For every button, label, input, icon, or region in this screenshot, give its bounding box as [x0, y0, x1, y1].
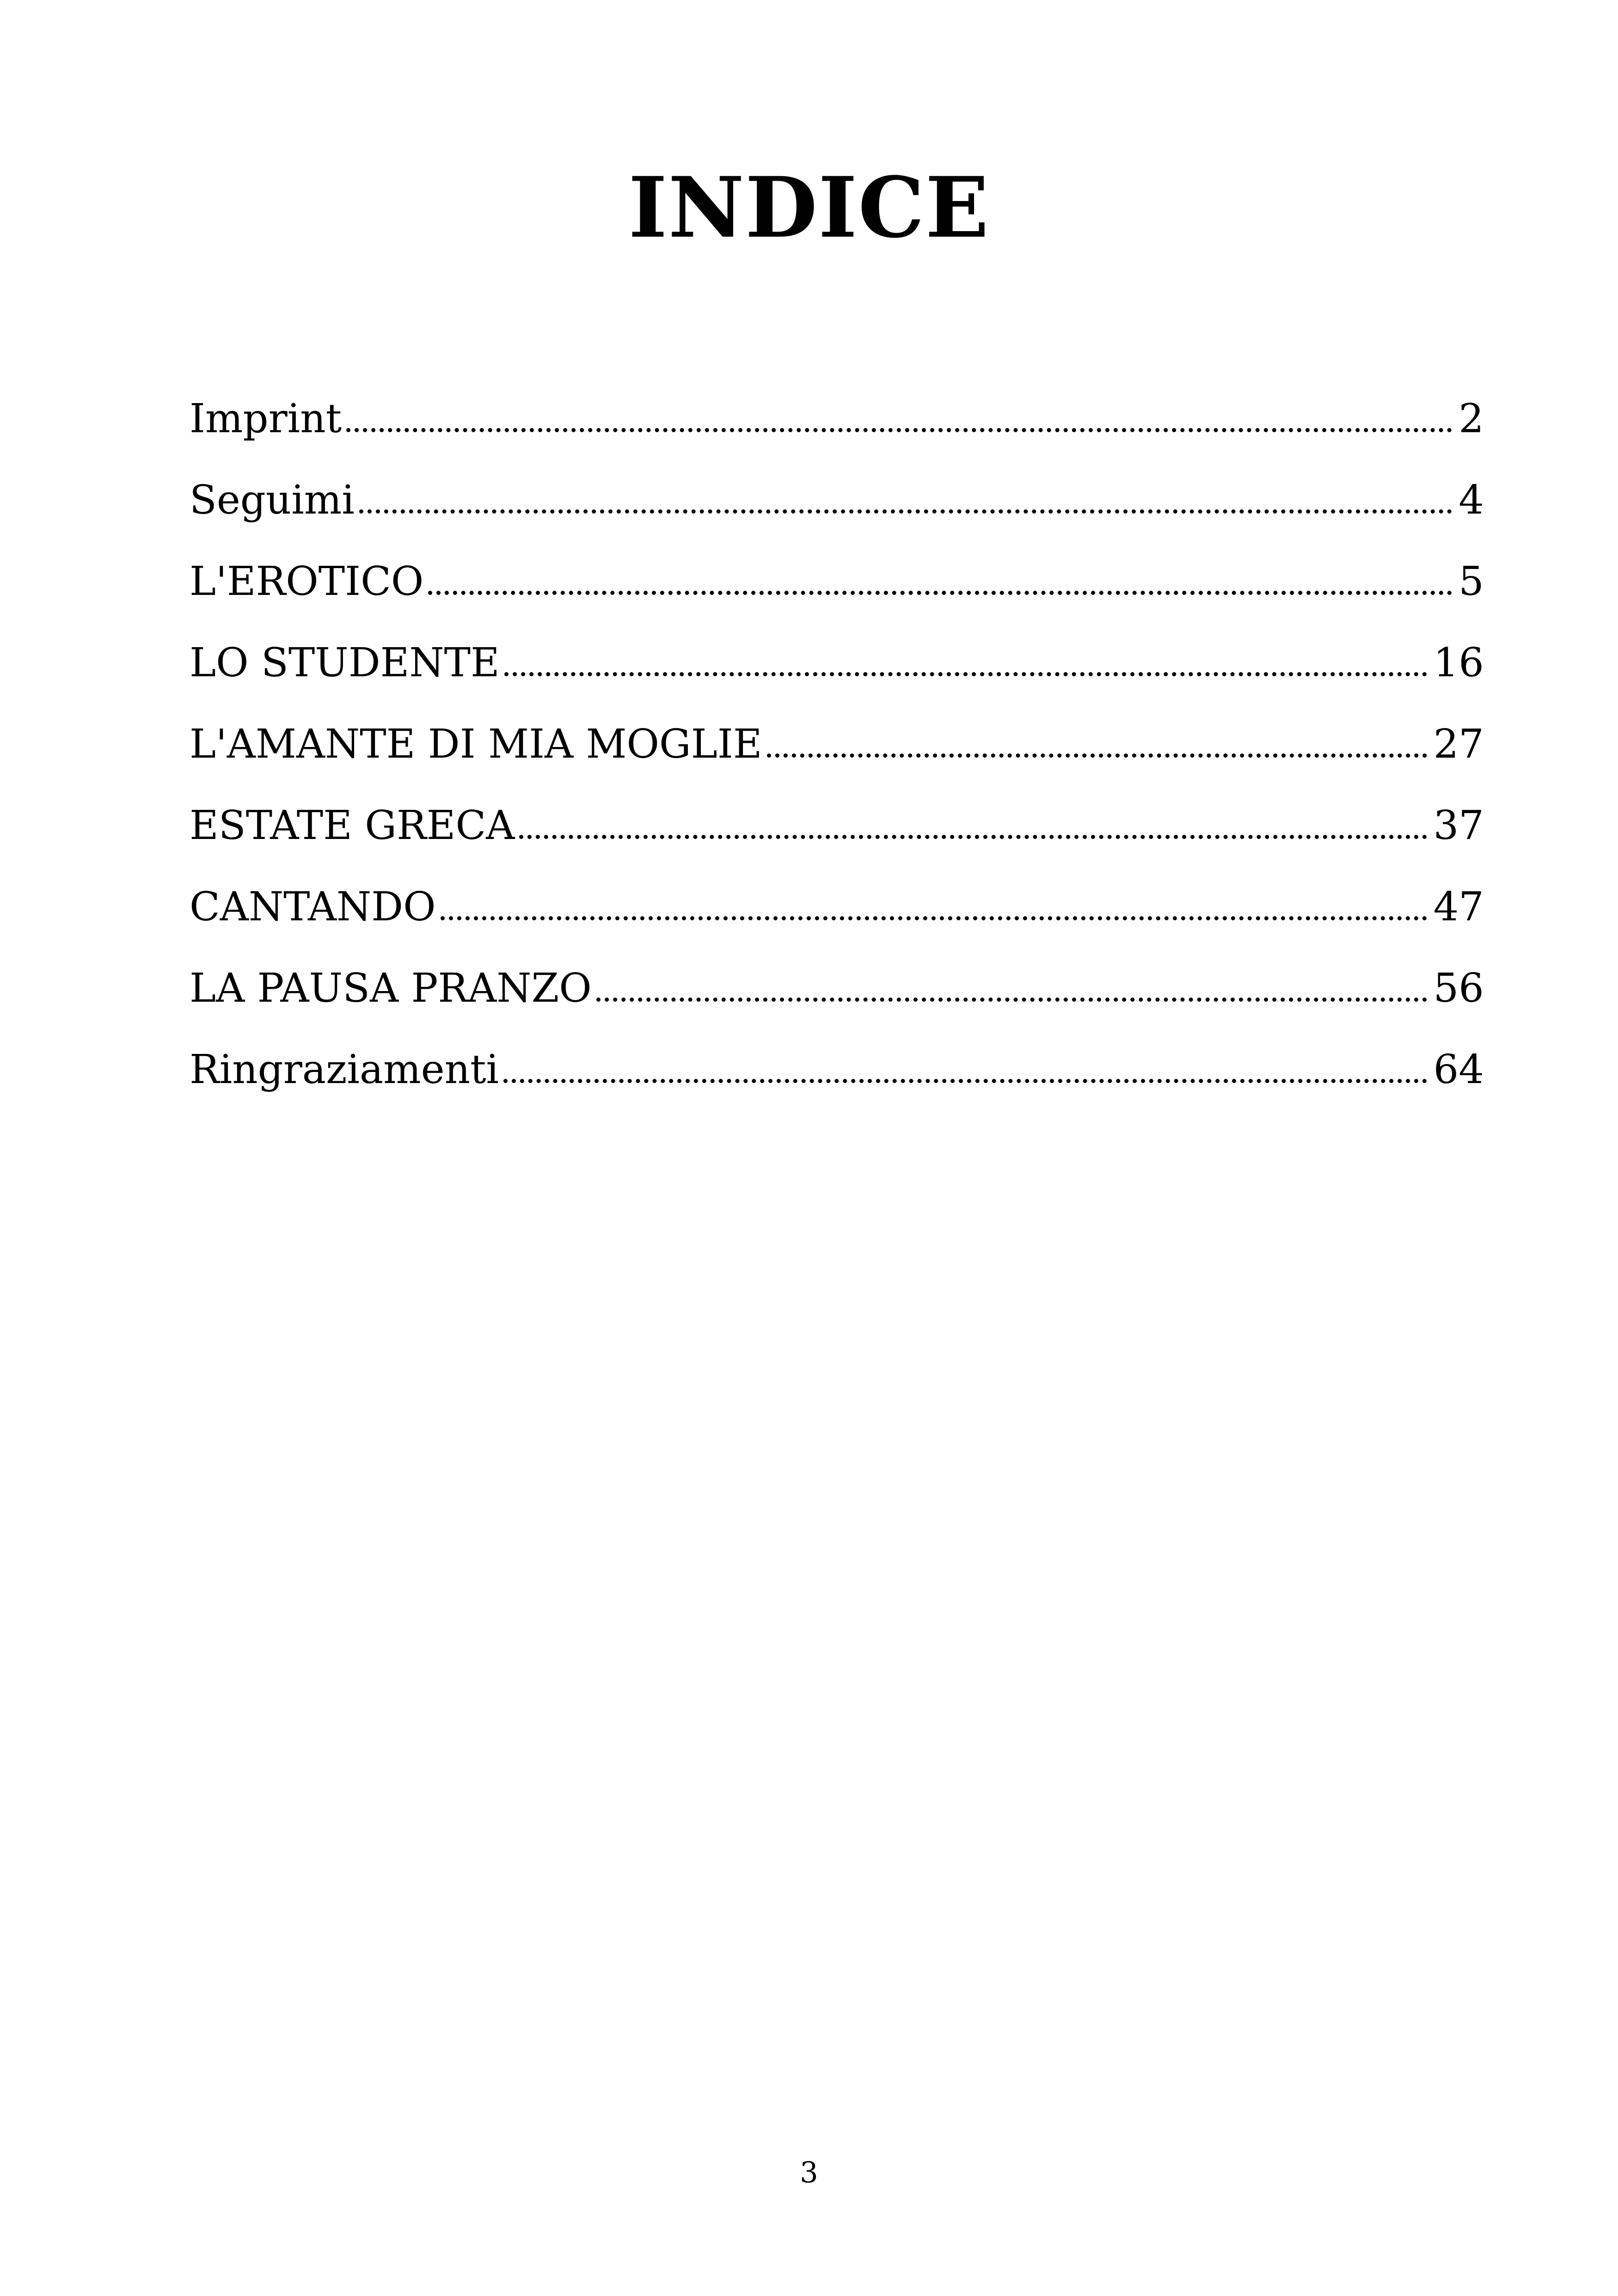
toc-dot-leader: [346, 428, 1452, 432]
toc-entry-page: 4: [1459, 477, 1484, 523]
toc-entry-page: 64: [1433, 1047, 1484, 1093]
toc-entry-imprint[interactable]: [190, 378, 1484, 459]
toc-entry-page: 16: [1433, 640, 1484, 686]
toc-entry-label: LO STUDENTE: [190, 640, 500, 686]
toc-dot-leader: [428, 591, 1452, 595]
toc-entry-label: LA PAUSA PRANZO: [190, 965, 592, 1011]
toc-entry-lo-studente[interactable]: [190, 622, 1484, 704]
toc-dot-leader: [519, 835, 1427, 839]
toc-dot-leader: [441, 916, 1427, 920]
toc-entry-seguimi[interactable]: [190, 459, 1484, 541]
page-number: 3: [800, 2155, 818, 2189]
toc-entry-label: CANTANDO: [190, 884, 436, 930]
toc-entry-label: Ringraziamenti: [190, 1047, 499, 1093]
toc-entry-label: L'AMANTE DI MIA MOGLIE: [190, 721, 762, 767]
toc-entry-label: L'EROTICO: [190, 558, 424, 605]
toc-entry-page: 27: [1433, 721, 1484, 767]
toc-entry-l-amante-di-mia-moglie[interactable]: [190, 704, 1484, 785]
toc-entry-estate-greca[interactable]: [190, 785, 1484, 866]
toc-entry-l-erotico[interactable]: [190, 541, 1484, 622]
toc-entry-page: 56: [1433, 965, 1484, 1011]
toc-entry-page: 37: [1433, 802, 1484, 849]
toc-entry-label: Imprint: [190, 396, 342, 442]
toc-entry-label: ESTATE GRECA: [190, 802, 515, 849]
toc-entry-page: 47: [1433, 884, 1484, 930]
toc-entry-label: Seguimi: [190, 477, 355, 523]
toc-dot-leader: [359, 509, 1452, 514]
toc-dot-leader: [596, 998, 1427, 1002]
toc-entry-ringraziamenti[interactable]: [190, 1029, 1484, 1110]
toc-entry-page: 2: [1459, 396, 1484, 442]
table-of-contents: [190, 378, 1484, 1110]
toc-entry-cantando[interactable]: [190, 866, 1484, 948]
toc-dot-leader: [767, 753, 1427, 758]
toc-dot-leader: [504, 672, 1427, 676]
page-title: INDICE: [628, 159, 990, 257]
toc-entry-page: 5: [1459, 558, 1484, 605]
toc-entry-la-pausa-pranzo[interactable]: [190, 948, 1484, 1029]
toc-dot-leader: [503, 1079, 1427, 1083]
